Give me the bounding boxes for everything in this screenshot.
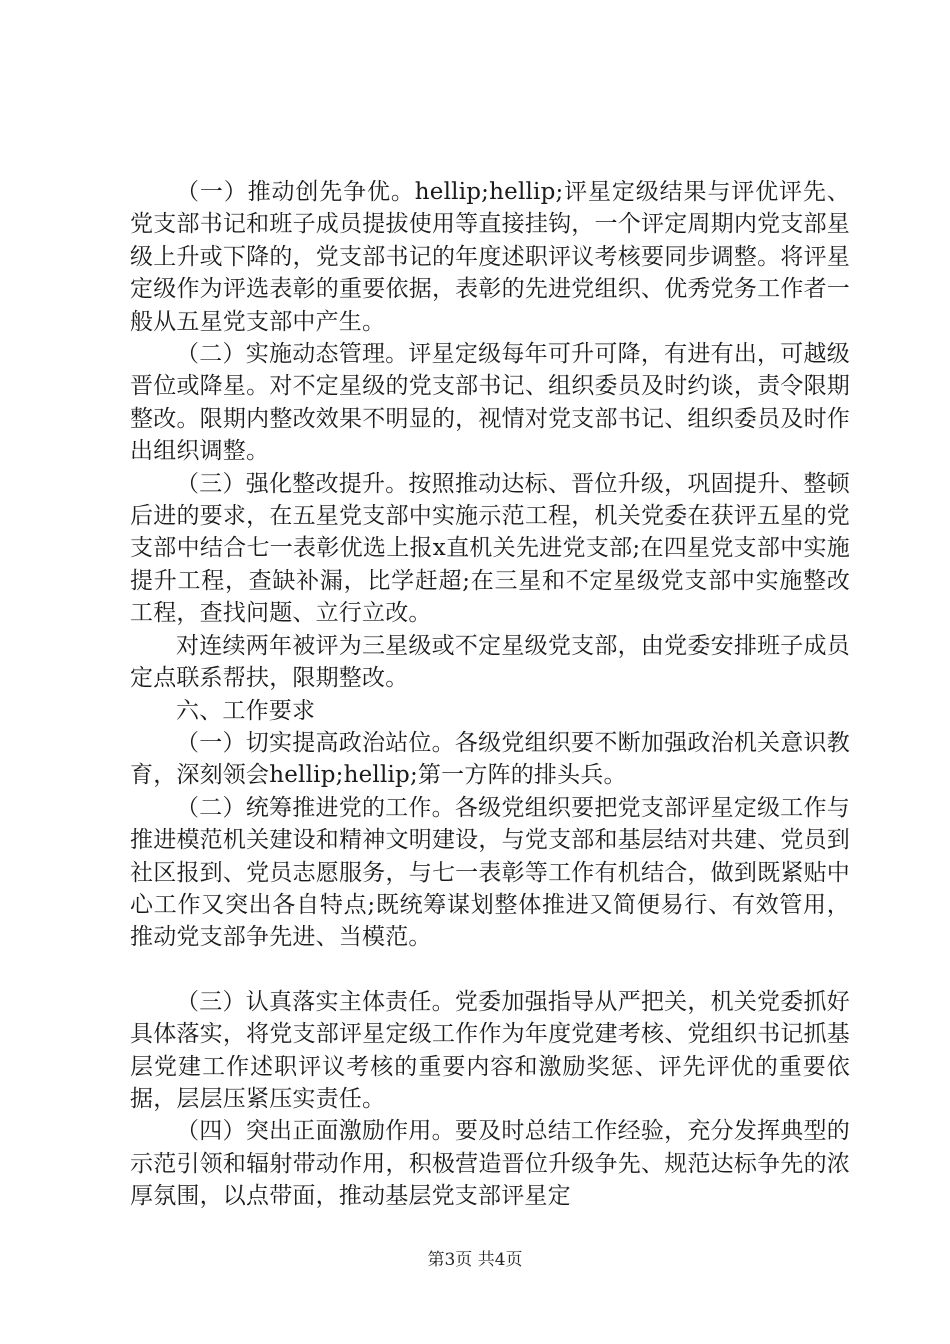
paragraph-coordinate-work: （二）统筹推进党的工作。各级党组织要把党支部评星定级工作与推进模范机关建设和精神文明建设，与党支部和基层结对共建、党员到社区报到、党员志愿服务，与七一表彰等工作有机结合，做到既紧贴中心工作又突出各自特点;既统筹谋划整体推进又简便易行、有效管用，推动党支部争先进、当模范。: [130, 794, 850, 951]
paragraph-main-responsibility: （三）认真落实主体责任。党委加强指导从严把关，机关党委抓好具体落实，将党支部评星定级工作作为年度党建考核、党组织书记抓基层党建工作述职评议考核的重要内容和激励奖惩、评先评优的重要依据，层层压紧压实责任。: [130, 988, 850, 1112]
section-heading-work-requirements: 六、工作要求: [176, 697, 316, 724]
page-number: 第3页 共4页: [427, 1250, 523, 1270]
paragraph-rectification: （三）强化整改提升。按照推动达标、晋位升级，巩固提升、整顿后进的要求，在五星党支部中实施示范工程，机关党委在获评五星的党支部中结合七一表彰优选上报x直机关先进党支部;在四星党支部中实施提升工程，查缺补漏，比学赶超;在三星和不定星级党支部中实施整改工程，查找问题、立行立改。: [130, 470, 850, 627]
paragraph-positive-incentive: （四）突出正面激励作用。要及时总结工作经验，充分发挥典型的示范引领和辐射带动作用，积极营造晋位升级争先、规范达标争先的浓厚氛围，以点带面，推动基层党支部评星定: [130, 1118, 850, 1210]
paragraph-dynamic-management: （二）实施动态管理。评星定级每年可升可降，有进有出，可越级晋位或降星。对不定星级的党支部书记、组织委员及时约谈，责令限期整改。限期内整改效果不明显的，视情对党支部书记、组织委员及时作出组织调整。: [130, 341, 850, 465]
paragraph-political-stance: （一）切实提高政治站位。各级党组织要不断加强政治机关意识教育，深刻领会hellip;hellip;第一方阵的排头兵。: [130, 729, 850, 789]
paragraph-promote-excellence: （一）推动创先争优。hellip;hellip;评星定级结果与评优评先、党支部书记和班子成员提拔使用等直接挂钩，一个评定周期内党支部星级上升或下降的，党支部书记的年度述职评议考核要同步调整。将评星定级作为评选表彰的重要依据，表彰的先进党组织、优秀党务工作者一般从五星党支部中产生。: [130, 179, 850, 335]
document-body: [130, 176, 850, 1213]
paragraph-two-year-rule: 对连续两年被评为三星级或不定星级党支部，由党委安排班子成员定点联系帮扶，限期整改。: [130, 632, 850, 692]
